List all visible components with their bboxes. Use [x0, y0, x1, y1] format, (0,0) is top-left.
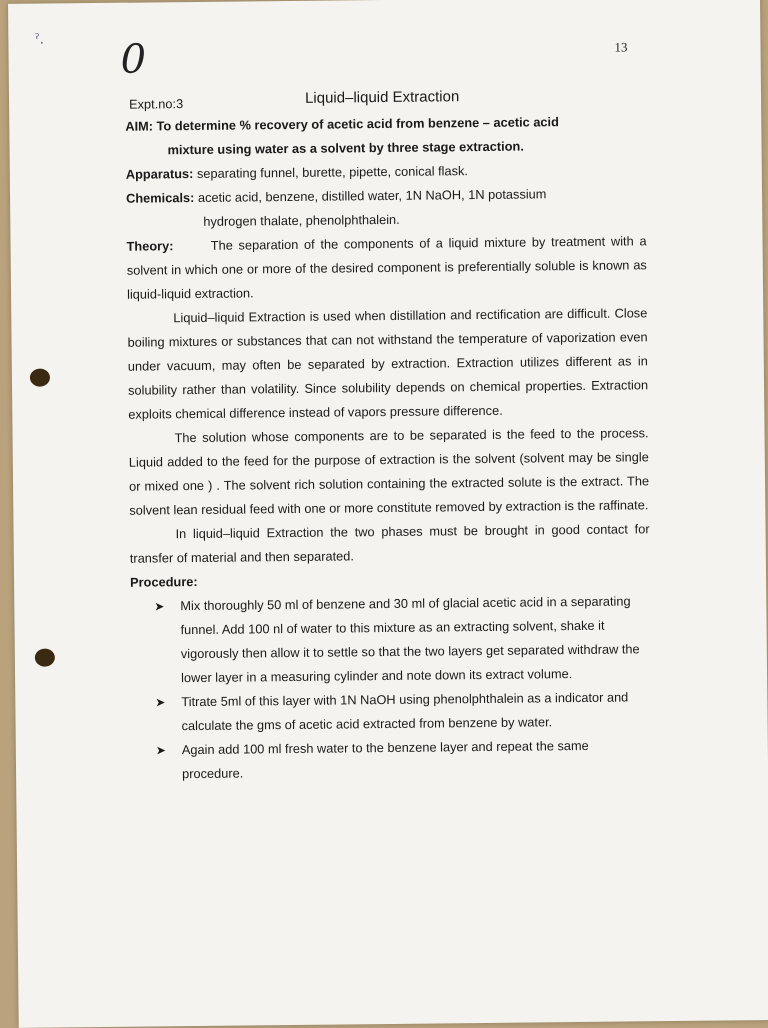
theory-paragraph-3: The solution whose components are to be separated is the feed to the process. Liquid added to the feed for the purpose of extraction is the solvent (solvent may be single or mixed one ) . The solvent rich solution containing the extracted solute is the extract. The solvent lean residual feed with one or more constitute removed by extraction is the raffinate. [128, 425, 650, 518]
arrow-bullet-icon: ➤ [155, 695, 166, 710]
arrow-bullet-icon: ➤ [155, 743, 166, 758]
punch-hole [35, 648, 55, 666]
theory-text-1: The separation of the components of a liquid mixture by treatment with a solvent in which one or more of the desired component is preferentially soluble is known as liquid-liquid extraction. [126, 233, 647, 302]
page-title: Liquid–liquid Extraction [304, 88, 460, 107]
page-number: 13 [614, 39, 628, 55]
procedure-step [155, 685, 651, 738]
theory-label: Theory: [126, 238, 174, 254]
procedure-step-text: Titrate 5ml of this layer with 1N NaOH using phenolphthalein as a indicator and calculate the gms of acetic acid extracted from benzene by water. [181, 689, 629, 734]
chemicals-text-line1: acetic acid, benzene, distilled water, 1N NaOH, 1N potassium [197, 186, 547, 205]
theory-paragraph-2: Liquid–liquid Extraction is used when distillation and rectification are difficult. Close boiling mixtures or substances that can not withstand the temperature of vaporization even under vacuum, may often be separated by extraction. Extraction utilizes different as in solubility rather than volatility. Since solubility depends on chemical properties. Extraction exploits chemical difference instead of vapors pressure difference. [127, 305, 649, 422]
apparatus-label: Apparatus: [125, 166, 194, 182]
aim-text-line1: To determine % recovery of acetic acid from benzene – acetic acid [156, 114, 559, 134]
ink-smudge: ˀ. [34, 31, 45, 48]
procedure-list [130, 589, 652, 786]
document-body [125, 83, 652, 786]
procedure-step-text: Again add 100 ml fresh water to the benzene layer and repeat the same procedure. [181, 737, 589, 782]
apparatus-text: separating funnel, burette, pipette, conical flask. [196, 163, 469, 181]
procedure-heading: Procedure: [130, 573, 198, 590]
experiment-number: Expt.no:3 [128, 96, 184, 112]
theory-paragraph-4: In liquid–liquid Extraction the two phases must be brought in good contact for transfer of material and then separated. [129, 521, 650, 566]
theory-paragraph-1 [126, 229, 647, 306]
aim-text-line2: mixture using water as a solvent by three stage extraction. [167, 138, 524, 158]
punch-hole [30, 369, 50, 387]
header-row [125, 83, 645, 114]
chemicals-text-line2: hydrogen thalate, phenolphthalein. [203, 211, 400, 229]
procedure-step-text: Mix thoroughly 50 ml of benzene and 30 ml of glacial acetic acid in a separating funnel. Add 100 nl of water to this mixture as an extracting solvent, shake it vigorously then allow it to settle so that the two layers get separated withdraw the lower layer in a measuring cylinder and note down its extract volume. [180, 593, 640, 686]
paper-sheet [8, 0, 768, 1028]
procedure-step [154, 589, 651, 690]
arrow-bullet-icon: ➤ [154, 599, 165, 614]
aim-label: AIM: [125, 118, 154, 134]
handwritten-mark: 0 [120, 36, 147, 83]
procedure-step [155, 733, 652, 786]
chemicals-label: Chemicals: [125, 189, 195, 206]
